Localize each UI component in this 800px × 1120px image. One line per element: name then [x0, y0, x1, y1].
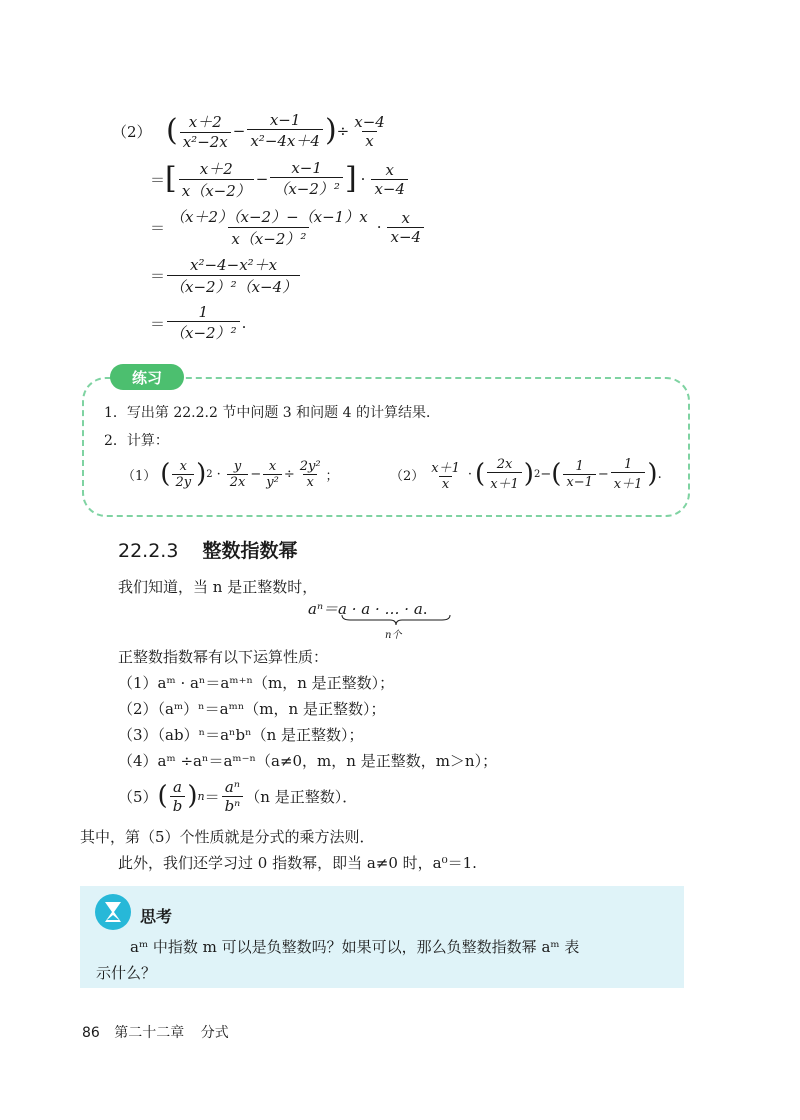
chapter-topic: 分式 — [200, 1025, 229, 1041]
fraction: $\frac{x}{x-4}$ — [387, 209, 424, 246]
fraction: $\frac{\text{aⁿ}}{\text{bⁿ}}$ — [222, 778, 244, 815]
fraction: $\frac{a}{b}$ — [170, 778, 186, 815]
page-footer — [82, 1022, 229, 1042]
definition-lhs: aⁿ＝ — [308, 600, 339, 618]
fraction: $\frac{1}{\text{（x−2）²}}$ — [167, 303, 240, 343]
example-label: （2） — [112, 122, 152, 141]
underbrace — [340, 614, 452, 626]
fraction: $\frac{(x+2)(x-2)-(x-1)x}{\text{x（x−2）²}}$ — [170, 207, 368, 248]
fraction: $\frac{x}{\text{y²}}$ — [263, 459, 282, 490]
divide-sign: ÷ — [336, 122, 350, 140]
fraction: $\frac{\text{x²−4−x²＋x}}{\text{（x−2）²（x−4）}}$ — [167, 254, 300, 297]
think-line-1: aᵐ 中指数 m 可以是负整数吗？如果可以，那么负整数指数幂 aᵐ 表 — [130, 938, 580, 956]
paragraph-note: 其中，第（5）个性质就是分式的乘方法则． — [80, 828, 375, 846]
definition-rhs: a · a · … · a — [338, 600, 423, 618]
exercise-item-2: 2．计算： — [104, 433, 169, 449]
property-5: （5） ( $\frac{a}{b}$ ) n ＝ $\frac{\text{aⁿ}}{\text{bⁿ}}$ （n 是正整数）． — [118, 777, 358, 815]
properties-intro: 正整数指数幂有以下运算性质： — [118, 648, 329, 666]
fraction: $\frac{2x}{x+1}$ — [487, 457, 522, 492]
fraction: $\frac{x+1}{x}$ — [431, 460, 460, 492]
section-number: 22.2.3 — [118, 540, 179, 562]
exercise-box — [82, 377, 690, 517]
fraction: $\frac{x-1}{\text{（x−2）²}}$ — [270, 159, 343, 199]
minus-sign: − — [232, 122, 246, 140]
problem-label: （2） — [390, 468, 425, 484]
fraction: $\frac{x-4}{x}$ — [354, 112, 385, 150]
property-4: （4）aᵐ ÷aⁿ＝aᵐ⁻ⁿ（a≠0，m，n 是正整数，m＞n）； — [118, 752, 498, 770]
fraction: $\frac{\text{2y²}}{x}$ — [299, 458, 321, 490]
fraction: $\frac{x}{2y}$ — [172, 459, 194, 490]
period: . — [422, 600, 428, 618]
exercise-problem-1: （1） ( $\frac{x}{2y}$ ) 2 · $\frac{y}{2x}$ − $\frac{x}{\text{y²}}$ ÷ $\frac{\text{2y²}}{x}$ ； — [122, 458, 339, 490]
property-1: （1）aᵐ · aⁿ＝aᵐ⁺ⁿ（m，n 是正整数）； — [118, 674, 395, 692]
problem-label: （1） — [122, 468, 157, 484]
example-line-3: ＝ $\frac{(x+2)(x-2)-(x-1)x}{\text{x（x−2）²}}$ · $\frac{x}{x-4}$ — [150, 204, 426, 250]
fraction: $\frac{1}{x-1}$ — [563, 459, 596, 490]
example-line-1: （2） ( $\frac{x+2}{\text{x²−2x}}$ − $\frac{x-1}{\text{x²−4x＋4}}$ ) ÷ $\frac{x-4}{x}$ — [112, 108, 390, 154]
think-line-2: 示什么？ — [96, 964, 157, 982]
fraction: $\frac{x+2}{x(x-2)}$ — [179, 158, 254, 201]
example-line-2: ＝ [ $\frac{x+2}{x(x-2)}$ − $\frac{x-1}{\text{（x−2）²}}$ ] · $\frac{x}{x-4}$ — [150, 156, 410, 202]
paragraph-zero-power: 此外，我们还学习过 0 指数幂，即当 a≠0 时，a⁰＝1. — [118, 854, 477, 872]
fraction: $\frac{x+2}{\text{x²−2x}}$ — [180, 111, 231, 151]
exercise-tag: 练习 — [110, 364, 184, 390]
fraction: $\frac{x}{x-4}$ — [371, 161, 408, 198]
paragraph-intro: 我们知道，当 n 是正整数时， — [118, 578, 318, 596]
dot-operator: · — [360, 170, 366, 188]
section-heading — [118, 536, 298, 563]
page-number: 86 — [82, 1025, 100, 1041]
exercise-problem-2: （2） $\frac{x+1}{x}$ · ( $\frac{2x}{x+1}$ ) 2 − ( $\frac{1}{x-1}$ − $\frac{1}{x+1}$ ) . — [390, 456, 662, 492]
fraction: $\frac{y}{2x}$ — [227, 459, 249, 490]
section-title: 整数指数幂 — [202, 540, 298, 562]
property-3: （3）（ab）ⁿ＝aⁿbⁿ（n 是正整数）； — [118, 726, 364, 744]
example-line-4: ＝ $\frac{\text{x²−4−x²＋x}}{\text{（x−2）²（x−4）}}$ — [150, 252, 302, 298]
hourglass-icon — [94, 893, 132, 931]
property-2: （2）（aᵐ）ⁿ＝aᵐⁿ（m，n 是正整数）； — [118, 700, 386, 718]
think-title: 思考 — [140, 907, 173, 926]
example-line-5: ＝ $\frac{1}{\text{（x−2）²}}$ . — [150, 303, 247, 342]
fraction: $\frac{1}{x+1}$ — [611, 457, 646, 492]
underbrace-label: n个 — [385, 630, 402, 641]
chapter-name: 第二十二章 — [114, 1025, 185, 1041]
exercise-item-1: 1．写出第 22.2.2 节中问题 3 和问题 4 的计算结果． — [104, 405, 440, 421]
fraction: $\frac{x-1}{\text{x²−4x＋4}}$ — [247, 111, 323, 151]
